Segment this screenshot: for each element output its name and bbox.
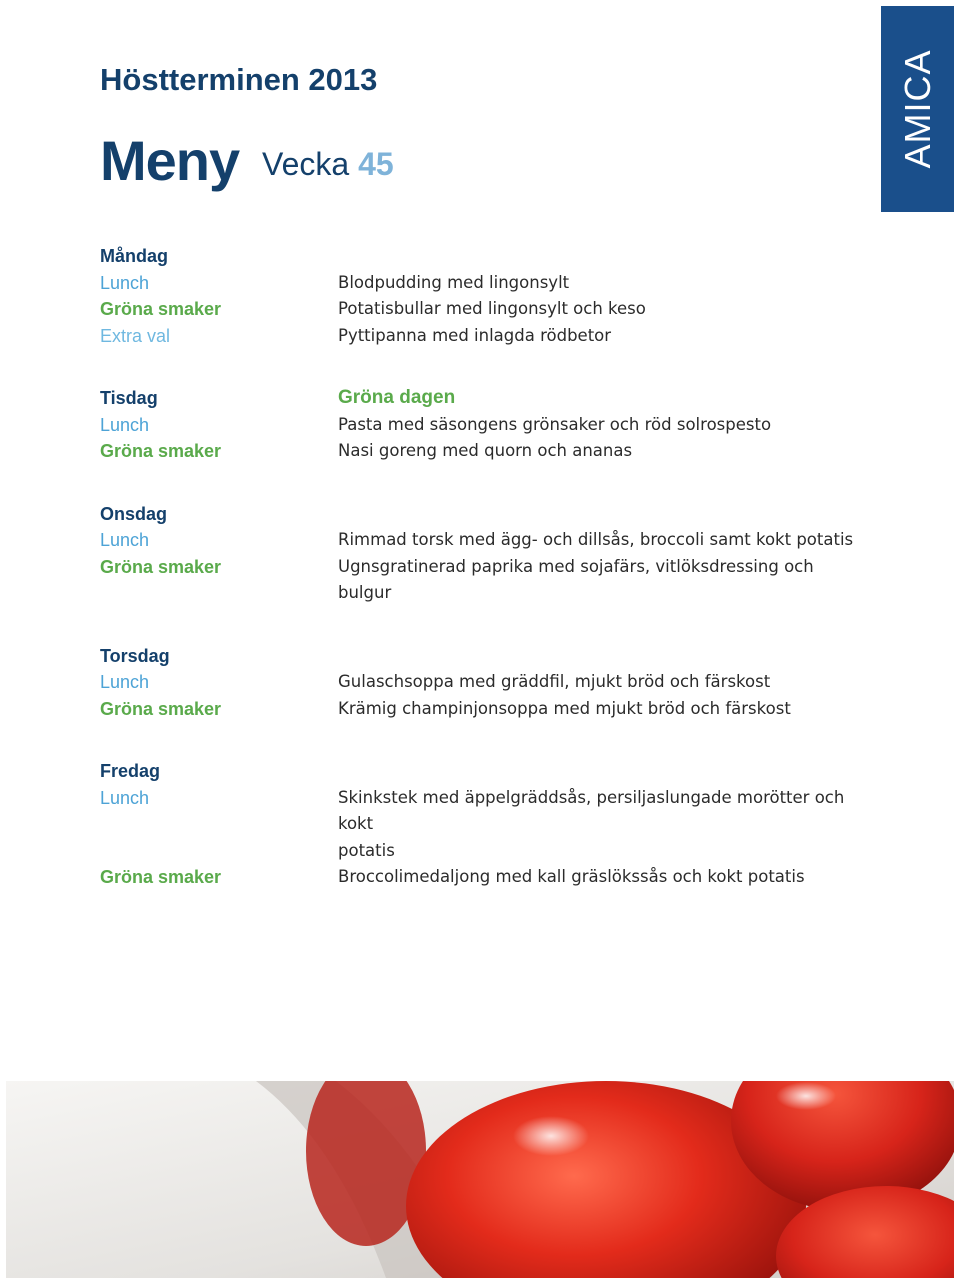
dish-text: Ugnsgratinerad paprika med sojafärs, vitlöksdressing och bulgur	[338, 556, 814, 602]
menu-row	[100, 412, 860, 439]
dish-text: Krämig champinjonsoppa med mjukt bröd och färskost	[338, 698, 791, 718]
menu-days	[100, 243, 860, 927]
day-theme: Gröna dagen	[338, 387, 456, 408]
menu-row	[100, 270, 860, 297]
row-label: Gröna smaker	[100, 441, 222, 461]
row-label: Gröna smaker	[100, 556, 222, 577]
menu-row	[100, 438, 860, 465]
menu-row-continuation	[100, 838, 860, 865]
term-heading: Höstterminen 2013	[100, 62, 378, 97]
menu-row	[100, 864, 860, 891]
page-title: Meny	[100, 129, 240, 192]
day-name: Onsdag	[100, 503, 168, 524]
row-label: Extra val	[100, 325, 171, 346]
amica-logo	[881, 6, 954, 212]
day-name: Fredag	[100, 761, 161, 781]
menu-row	[100, 669, 860, 696]
menu-row	[100, 296, 860, 323]
row-label: Gröna smaker	[100, 698, 222, 719]
menu-row	[100, 554, 860, 607]
week-label: Vecka	[262, 146, 350, 182]
week-heading	[262, 146, 394, 183]
day-tuesday	[100, 385, 860, 465]
dish-text: Blodpudding med lingonsylt	[338, 272, 570, 292]
row-label: Lunch	[100, 414, 150, 435]
dish-text: Nasi goreng med quorn och ananas	[338, 441, 633, 460]
row-label: Lunch	[100, 530, 150, 550]
menu-row	[100, 323, 860, 350]
menu-row	[100, 696, 860, 723]
menu-row	[100, 527, 860, 554]
row-label: Lunch	[100, 272, 150, 293]
day-thursday	[100, 643, 860, 723]
menu-row	[100, 785, 860, 838]
day-name: Tisdag	[100, 388, 158, 408]
row-label: Lunch	[100, 787, 150, 808]
row-label: Gröna smaker	[100, 867, 222, 887]
day-friday	[100, 758, 860, 891]
dish-text: Broccolimedaljong med kall gräslökssås och kokt potatis	[338, 867, 805, 886]
tomato-photo	[6, 1081, 954, 1278]
row-label-empty	[100, 838, 338, 865]
tomato-illustration	[6, 1081, 954, 1278]
dish-text: Pasta med säsongens grönsaker och röd solrospesto	[338, 414, 772, 434]
row-label: Gröna smaker	[100, 299, 222, 319]
dish-text-continued: potatis	[338, 840, 395, 860]
day-name: Måndag	[100, 246, 169, 266]
day-monday	[100, 243, 860, 349]
amica-logo-text: AMICA	[896, 49, 938, 169]
dish-text: Potatisbullar med lingonsylt och keso	[338, 299, 646, 318]
dish-text: Pyttipanna med inlagda rödbetor	[338, 325, 612, 345]
dish-text: Skinkstek med äppelgräddsås, persiljaslungade morötter och kokt	[338, 787, 845, 833]
row-label: Lunch	[100, 672, 150, 692]
day-wednesday	[100, 501, 860, 607]
dish-text: Rimmad torsk med ägg- och dillsås, broccoli samt kokt potatis	[338, 530, 854, 549]
day-name: Torsdag	[100, 645, 170, 666]
week-number: 45	[358, 146, 394, 182]
dish-text: Gulaschsoppa med gräddfil, mjukt bröd och färskost	[338, 672, 771, 691]
